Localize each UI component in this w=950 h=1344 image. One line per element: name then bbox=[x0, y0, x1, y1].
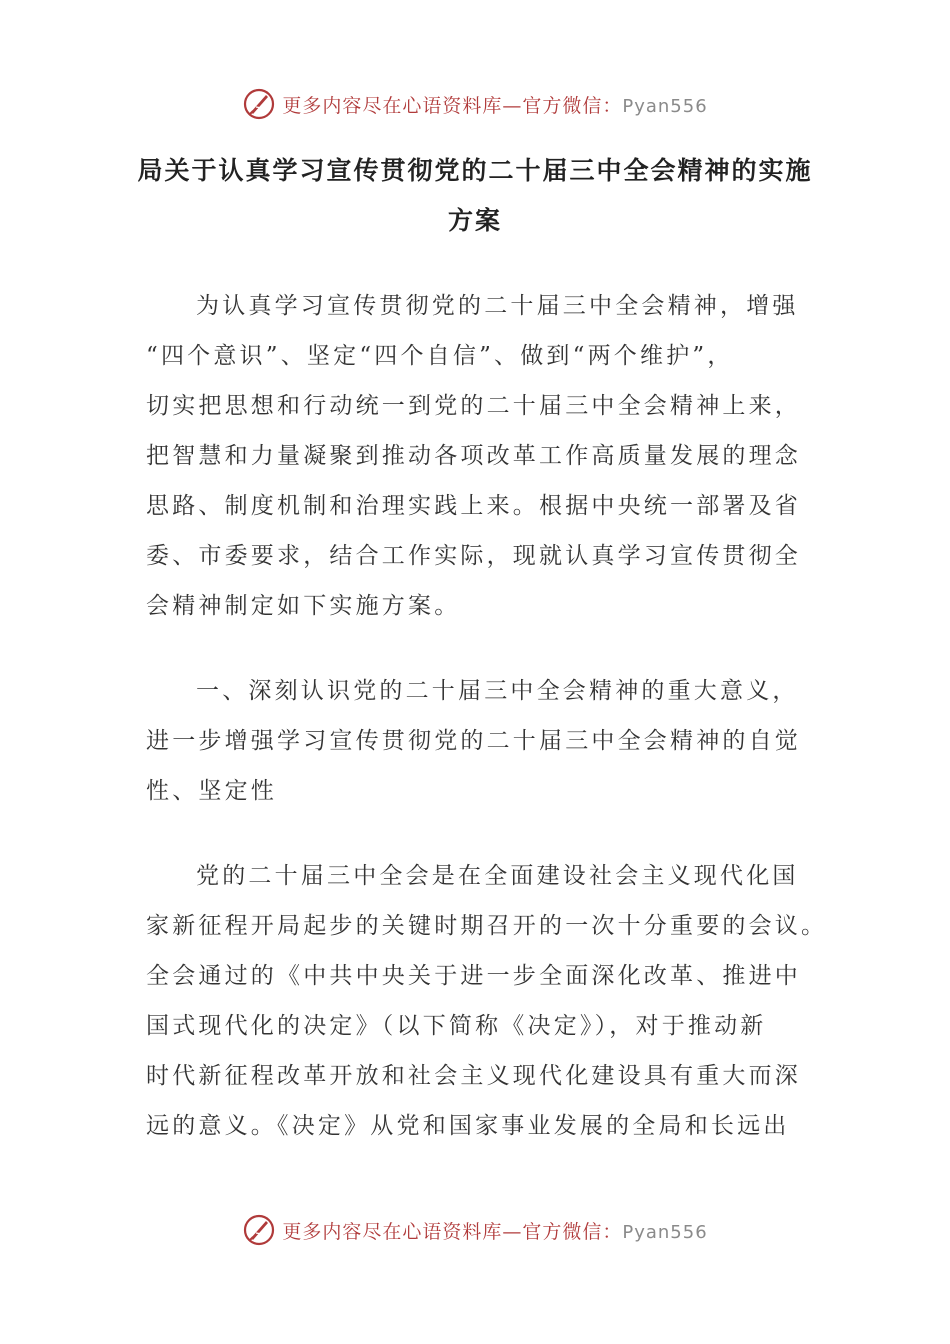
text-line: 党的二十届三中全会是在全面建设社会主义现代化国 bbox=[196, 863, 799, 889]
text-line: 远的意义。《决定》从党和国家事业发展的全局和长远出 bbox=[146, 1113, 790, 1139]
watermark-text bbox=[282, 1217, 707, 1244]
text-line: 性、坚定性 bbox=[146, 778, 277, 804]
text-line: 进一步增强学习宣传贯彻党的二十届三中全会精神的自觉 bbox=[146, 728, 801, 754]
wechat-id: Pyan556 bbox=[622, 95, 708, 117]
watermark-label: 更多内容尽在心语资料库—官方微信： bbox=[282, 1220, 623, 1243]
text-line: 家新征程开局起步的关键时期召开的一次十分重要的会议。 bbox=[146, 913, 828, 939]
text-line: 为认真学习宣传贯彻党的二十届三中全会精神，增强 bbox=[196, 293, 799, 319]
text-line: 把智慧和力量凝聚到推动各项改革工作高质量发展的理念 bbox=[146, 443, 801, 469]
text-line: 一、深刻认识党的二十届三中全会精神的重大意义， bbox=[196, 678, 799, 704]
intro-paragraph bbox=[146, 281, 801, 631]
body-paragraph bbox=[146, 851, 828, 1151]
header-watermark-banner bbox=[0, 84, 950, 124]
wechat-id: Pyan556 bbox=[622, 1221, 708, 1243]
section-heading-paragraph bbox=[146, 666, 801, 816]
title-line: 局关于认真学习宣传贯彻党的二十届三中全会精神的实施 bbox=[137, 156, 813, 185]
text-line: “四个意识”、坚定“四个自信”、做到“两个维护”， bbox=[146, 343, 734, 369]
document-title bbox=[60, 146, 890, 246]
watermark-text bbox=[282, 91, 707, 118]
text-line: 会精神制定如下实施方案。 bbox=[146, 593, 461, 619]
quill-logo-icon bbox=[242, 1213, 276, 1247]
text-line: 委、市委要求，结合工作实际，现就认真学习宣传贯彻全 bbox=[146, 543, 801, 569]
text-line: 国式现代化的决定》（以下简称《决定》），对于推动新 bbox=[146, 1013, 767, 1039]
quill-logo-icon bbox=[242, 87, 276, 121]
text-line: 时代新征程改革开放和社会主义现代化建设具有重大而深 bbox=[146, 1063, 801, 1089]
text-line: 全会通过的《中共中央关于进一步全面深化改革、推进中 bbox=[146, 963, 801, 989]
footer-watermark-banner bbox=[0, 1210, 950, 1250]
title-line: 方案 bbox=[447, 206, 502, 235]
watermark-label: 更多内容尽在心语资料库—官方微信： bbox=[282, 94, 623, 117]
text-line: 切实把思想和行动统一到党的二十届三中全会精神上来， bbox=[146, 393, 801, 419]
text-line: 思路、制度机制和治理实践上来。根据中央统一部署及省 bbox=[146, 493, 801, 519]
